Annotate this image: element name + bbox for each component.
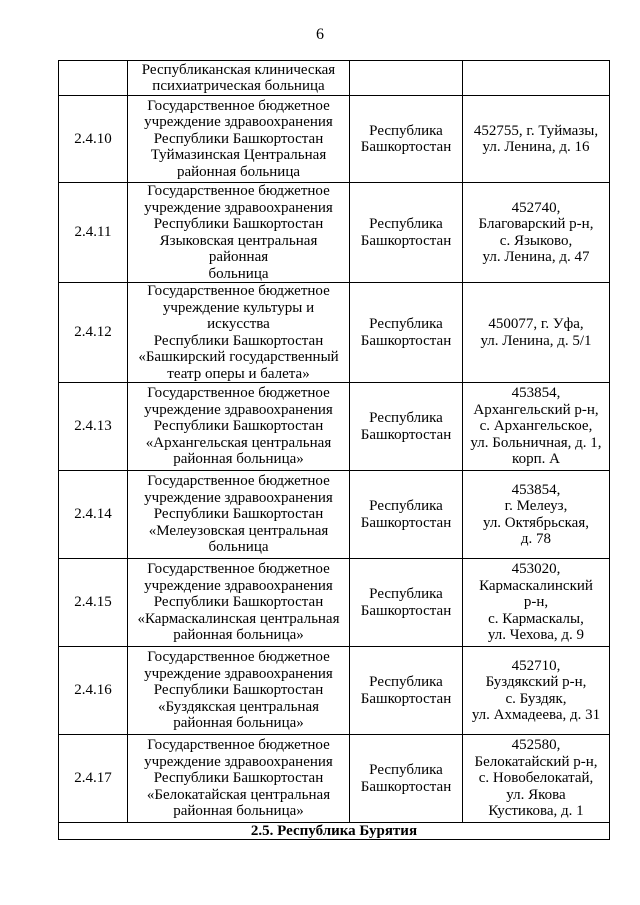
row-number: 2.4.15 [59, 559, 128, 647]
address: 450077, г. Уфа, ул. Ленина, д. 5/1 [463, 283, 610, 383]
region: Республика Башкортостан [350, 96, 463, 183]
address: 452740, Благоварский р-н, с. Языково, ул. Ленина, д. 47 [463, 183, 610, 283]
address: 453854, Архангельский р-н, с. Архангельское, ул. Больничная, д. 1, корп. А [463, 383, 610, 471]
row-number: 2.4.11 [59, 183, 128, 283]
table-row [59, 183, 610, 283]
region [350, 61, 463, 96]
region: Республика Башкортостан [350, 283, 463, 383]
table-row [59, 735, 610, 823]
page-number: 6 [316, 26, 324, 43]
row-number: 2.4.13 [59, 383, 128, 471]
region: Республика Башкортостан [350, 735, 463, 823]
organization-name: Государственное бюджетное учреждение здравоохранения Республики Башкортостан «Кармаскалинская центральная районная больница» [128, 559, 350, 647]
region: Республика Башкортостан [350, 559, 463, 647]
row-number [59, 61, 128, 96]
table-row [59, 559, 610, 647]
address: 452710, Буздякский р-н, с. Буздяк, ул. Ахмадеева, д. 31 [463, 647, 610, 735]
organization-name: Республиканская клиническая психиатрическая больница [128, 61, 350, 96]
organization-name: Государственное бюджетное учреждение здравоохранения Республики Башкортостан «Белокатайская центральная районная больница» [128, 735, 350, 823]
address: 453020, Кармаскалинский р-н, с. Кармаскалы, ул. Чехова, д. 9 [463, 559, 610, 647]
table-row [59, 383, 610, 471]
row-number: 2.4.17 [59, 735, 128, 823]
row-number: 2.4.16 [59, 647, 128, 735]
row-number: 2.4.12 [59, 283, 128, 383]
table-row [59, 647, 610, 735]
organization-name: Государственное бюджетное учреждение здравоохранения Республики Башкортостан «Буздякская центральная районная больница» [128, 647, 350, 735]
organization-name: Государственное бюджетное учреждение здравоохранения Республики Башкортостан «Мелеузовская центральная больница [128, 471, 350, 559]
region: Республика Башкортостан [350, 183, 463, 283]
address: 452580, Белокатайский р-н, с. Новобелокатай, ул. Якова Кустикова, д. 1 [463, 735, 610, 823]
address: 453854, г. Мелеуз, ул. Октябрьская, д. 78 [463, 471, 610, 559]
organization-name: Государственное бюджетное учреждение культуры и искусства Республики Башкортостан «Башкирский государственный театр оперы и балета» [128, 283, 350, 383]
region: Республика Башкортостан [350, 383, 463, 471]
organization-name: Государственное бюджетное учреждение здравоохранения Республики Башкортостан Языковская центральная районная больница [128, 183, 350, 283]
table-row [59, 96, 610, 183]
table-row [59, 283, 610, 383]
registry-table [58, 60, 610, 840]
organization-name: Государственное бюджетное учреждение здравоохранения Республики Башкортостан «Архангельская центральная районная больница» [128, 383, 350, 471]
address: 452755, г. Туймазы, ул. Ленина, д. 16 [463, 96, 610, 183]
row-number: 2.4.14 [59, 471, 128, 559]
row-number: 2.4.10 [59, 96, 128, 183]
section-heading-row [59, 823, 610, 840]
region: Республика Башкортостан [350, 647, 463, 735]
region: Республика Башкортостан [350, 471, 463, 559]
organization-name: Государственное бюджетное учреждение здравоохранения Республики Башкортостан Туймазинская Центральная районная больница [128, 96, 350, 183]
section-heading: 2.5. Республика Бурятия [59, 823, 610, 840]
table-row [59, 61, 610, 96]
table-row [59, 471, 610, 559]
address [463, 61, 610, 96]
